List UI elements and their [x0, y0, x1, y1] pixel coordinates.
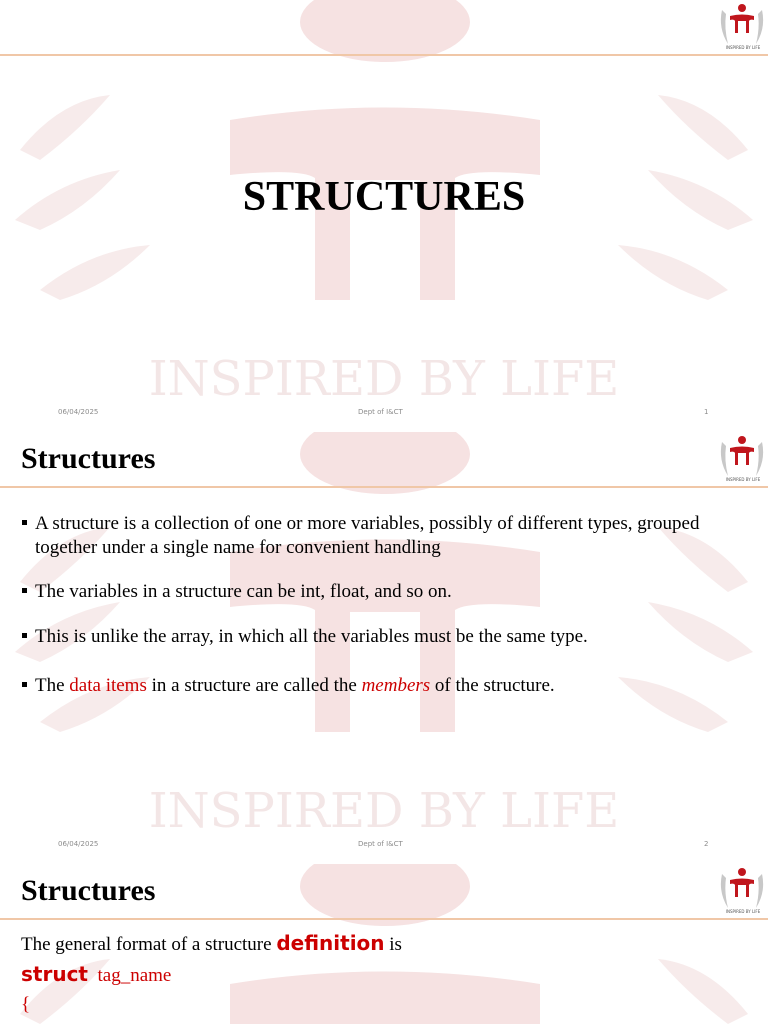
highlight-data-items: data items	[69, 675, 147, 696]
footer-date: 06/04/2025	[58, 408, 99, 416]
header-rule	[0, 54, 768, 56]
intro-line	[21, 928, 402, 960]
bullet-square-icon	[22, 633, 27, 638]
institution-logo	[716, 864, 768, 920]
logo-text: INSPIRED BY LIFE	[725, 45, 761, 50]
slide-3-body	[21, 928, 402, 1019]
watermark-text: INSPIRED BY LIFE	[148, 783, 620, 839]
code-brace: {	[21, 994, 31, 1015]
bullet-item	[22, 580, 757, 604]
bullet-item	[22, 512, 757, 560]
footer-page-number: 1	[704, 408, 709, 416]
keyword-definition: definition	[276, 931, 385, 955]
slide-1-title: STRUCTURES	[242, 174, 526, 220]
watermark-text: INSPIRED BY LIFE	[148, 351, 620, 407]
bullet-text-suffix: of the structure.	[430, 675, 555, 696]
header-rule	[0, 486, 768, 488]
institution-logo	[716, 0, 768, 56]
bullet-item	[22, 625, 757, 649]
bullet-text: The variables in a structure can be int, float, and so on.	[35, 581, 452, 602]
bullet-text-middle: in a structure are called the	[146, 675, 362, 696]
code-struct-line	[21, 960, 402, 990]
slide-2	[0, 432, 768, 864]
slide-2-title: Structures	[21, 442, 156, 475]
bullet-text: A structure is a collection of one or more variables, possibly of different types, grouped together under a single name for convenient handling	[35, 513, 700, 558]
code-tag-name: tag_name	[97, 965, 172, 986]
bullet-square-icon	[22, 682, 27, 687]
bullet-text-prefix: The	[35, 675, 70, 696]
highlight-members: members	[361, 675, 431, 696]
header-rule	[0, 918, 768, 920]
bullet-item	[22, 674, 757, 698]
logo-text: INSPIRED BY LIFE	[725, 477, 761, 482]
footer-page-number: 2	[704, 840, 709, 848]
keyword-struct: struct	[21, 962, 88, 986]
bullet-text: This is unlike the array, in which all the variables must be the same type.	[35, 626, 588, 647]
slide-3	[0, 864, 768, 1024]
bullet-list	[22, 512, 757, 698]
logo-text: INSPIRED BY LIFE	[725, 909, 761, 914]
intro-prefix: The general format of a structure	[21, 934, 277, 955]
footer-dept: Dept of I&CT	[358, 840, 403, 848]
institution-logo	[716, 432, 768, 488]
slide-3-title: Structures	[21, 874, 156, 907]
footer-dept: Dept of I&CT	[358, 408, 403, 416]
bullet-square-icon	[22, 520, 27, 525]
intro-suffix: is	[384, 934, 402, 955]
footer-date: 06/04/2025	[58, 840, 99, 848]
slide-1	[0, 0, 768, 432]
bullet-square-icon	[22, 588, 27, 593]
